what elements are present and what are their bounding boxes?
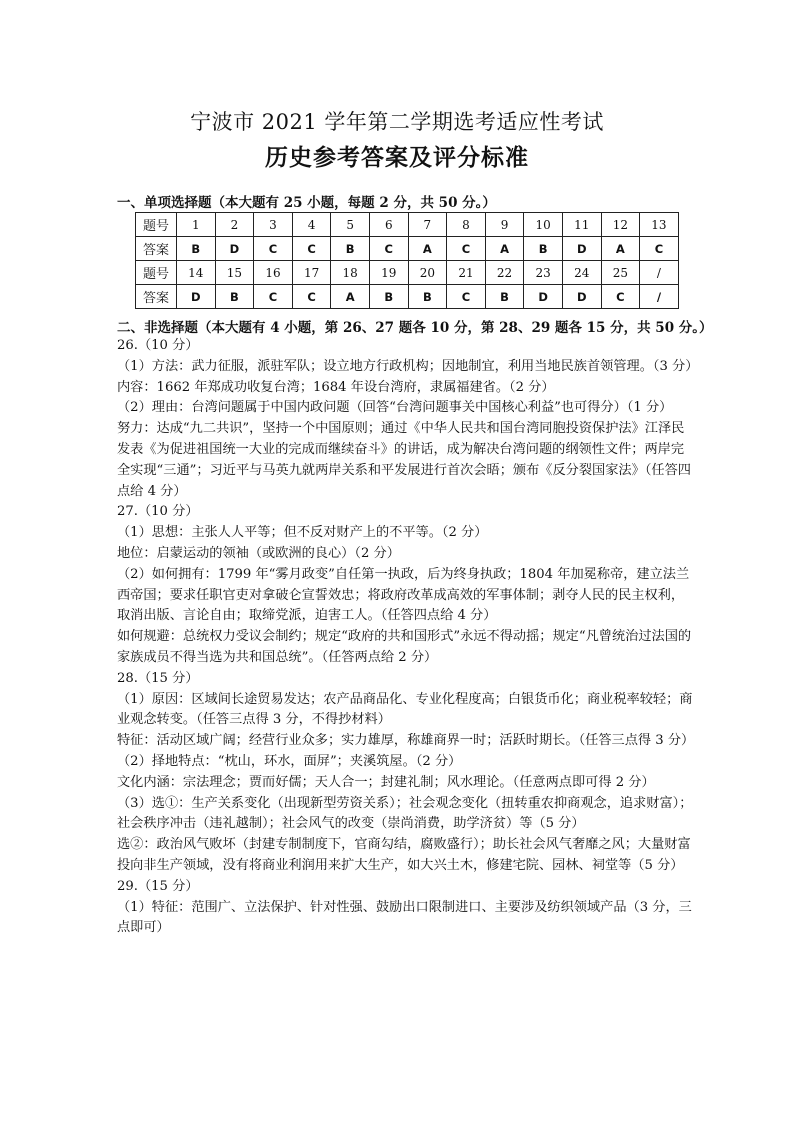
question-number: 15	[215, 261, 254, 285]
answer-paragraph: 如何规避：总统权力受议会制约；规定“政府的共和国形式”永远不得动摇；规定“凡曾统治过法国的家族成员不得当选为共和国总统”。（任答两点给 2 分）	[117, 629, 692, 665]
question-number: 24	[562, 261, 601, 285]
question-number: 4	[292, 213, 331, 237]
question-heading: 29.（15 分）	[117, 878, 199, 894]
answer-cell: C	[601, 285, 640, 309]
answer-cell: B	[485, 285, 524, 309]
question-number: 21	[447, 261, 486, 285]
question-number: 10	[524, 213, 563, 237]
question-number: 8	[447, 213, 486, 237]
table-row	[136, 237, 679, 261]
answer-paragraph: 特征：活动区域广阔；经营行业众多；实力雄厚，称雄商界一时；活跃时期长。（任答三点得 3 分）	[117, 733, 695, 749]
question-number: 13	[640, 213, 679, 237]
answer-paragraph: （1）思想：主张人人平等；但不反对财产上的不平等。（2 分）	[117, 525, 488, 541]
answer-paragraph: （2）择地特点：“枕山，环水，面屏”；夹溪筑屋。（2 分）	[117, 753, 462, 769]
answer-cell: B	[215, 285, 254, 309]
answer-paragraph: 地位：启蒙运动的领袖（或欧洲的良心）（2 分）	[117, 545, 400, 561]
answer-cell: A	[485, 237, 524, 261]
answer-cell: C	[254, 285, 293, 309]
row-label: 答案	[136, 237, 177, 261]
answer-paragraph: 选②：政治风气败坏（封建专制制度下，官商勾结，腐败盛行）；助长社会风气奢靡之风；大量财富投向非生产领域，没有将商业利润用来扩大生产，如大兴土木，修建宅院、园林、祠堂等（5 分）	[117, 837, 691, 873]
answer-paragraph: 文化内涵：宗法理念；贾而好儒；天人合一；封建礼制；风水理论。（任意两点即可得 2 分）	[117, 774, 655, 790]
answer-cell: A	[331, 285, 370, 309]
question-heading: 26.（10 分）	[117, 338, 199, 353]
answer-cell: B	[524, 237, 563, 261]
answer-paragraph: （1）特征：范围广、立法保护、针对性强、鼓励出口限制进口、主要涉及纺织领域产品（3 分，三点即可）	[117, 899, 692, 936]
question-number: 16	[254, 261, 293, 285]
answer-cell: C	[292, 285, 331, 309]
document-subtitle: 历史参考答案及评分标准	[265, 144, 529, 171]
answer-cell: D	[215, 237, 254, 261]
answer-cell: C	[369, 237, 408, 261]
question-number: 5	[331, 213, 370, 237]
answer-cell: C	[292, 237, 331, 261]
question-number: 9	[485, 213, 524, 237]
question-number: 6	[369, 213, 408, 237]
question-number: 25	[601, 261, 640, 285]
answer-cell: B	[408, 285, 447, 309]
question-number: 20	[408, 261, 447, 285]
table-row	[136, 285, 679, 309]
answer-cell: D	[524, 285, 563, 309]
row-label: 答案	[136, 285, 177, 309]
exam-title: 宁波市 2021 学年第二学期选考适应性考试	[190, 110, 604, 134]
question-number: 11	[562, 213, 601, 237]
answer-paragraph: （1）方法：武力征服，派驻军队；设立地方行政机构；因地制宜，利用当地民族首领管理。（3 分）	[117, 358, 699, 374]
answer-cell: A	[408, 237, 447, 261]
question-heading: 27.（10 分）	[117, 504, 199, 520]
answer-paragraph: 努力：达成“九二共识”，坚持一个中国原则；通过《中华人民共和国台湾同胞投资保护法》江泽民发表《为促进祖国统一大业的完成而继续奋斗》的讲话，成为解决台湾问题的纲领性文件；两岸完全实现“三通”；习近平与马英九就两岸关系和平发展进行首次会晤；颁布《反分裂国家法》（任答四点给 4 分）	[117, 421, 691, 499]
row-label: 题号	[136, 213, 177, 237]
answer-cell: D	[562, 237, 601, 261]
section-1-heading: 一、单项选择题（本大题有 25 小题，每题 2 分，共 50 分。）	[117, 195, 496, 211]
answer-cell: A	[601, 237, 640, 261]
answer-paragraph: （2）理由：台湾问题属于中国内政问题（回答“台湾问题事关中国核心利益”也可得分）（1 分）	[117, 400, 673, 416]
answer-cell: D	[177, 285, 216, 309]
answer-cell: C	[447, 237, 486, 261]
answer-cell: D	[562, 285, 601, 309]
answer-cell: /	[640, 285, 679, 309]
answer-paragraph: （3）选①：生产关系变化（出现新型劳资关系）；社会观念变化（扭转重农抑商观念，追求财富）；社会秩序冲击（违礼越制）；社会风气的改变（崇尚消费，助学济贫）等（5 分）	[117, 795, 693, 832]
answer-body	[117, 336, 697, 939]
question-number: /	[640, 261, 679, 285]
question-number: 1	[177, 213, 216, 237]
answer-cell: B	[177, 237, 216, 261]
question-number: 18	[331, 261, 370, 285]
question-heading: 28.（15 分）	[117, 670, 199, 686]
question-number: 3	[254, 213, 293, 237]
table-row	[136, 213, 679, 237]
answer-paragraph: 内容：1662 年郑成功收复台湾；1684 年设台湾府，隶属福建省。（2 分）	[117, 379, 555, 395]
question-number: 2	[215, 213, 254, 237]
question-number: 7	[408, 213, 447, 237]
row-label: 题号	[136, 261, 177, 285]
question-number: 22	[485, 261, 524, 285]
answer-cell: C	[254, 237, 293, 261]
question-number: 23	[524, 261, 563, 285]
section-2-heading: 二、非选择题（本大题有 4 小题，第 26、27 题各 10 分，第 28、29 题各 15 分，共 50 分。）	[117, 320, 713, 336]
question-number: 17	[292, 261, 331, 285]
question-number: 14	[177, 261, 216, 285]
question-number: 19	[369, 261, 408, 285]
answer-cell: C	[447, 285, 486, 309]
answer-cell: B	[369, 285, 408, 309]
table-row	[136, 261, 679, 285]
question-number: 12	[601, 213, 640, 237]
answer-table	[135, 212, 679, 309]
answer-cell: C	[640, 237, 679, 261]
answer-cell: B	[331, 237, 370, 261]
answer-paragraph: （1）原因：区域间长途贸易发达；农产品商品化、专业化程度高；白银货币化；商业税率较轻；商业观念转变。（任答三点得 3 分，不得抄材料）	[117, 691, 693, 728]
answer-paragraph: （2）如何拥有：1799 年“雾月政变”自任第一执政，后为终身执政；1804 年加冕称帝，建立法兰西帝国；要求任职官吏对拿破仑宣誓效忠；将政府改革成高效的军事体制；剥夺人民的民主权利，取消出版、言论自由；取缔党派，迫害工人。（任答四点给 4 分）	[117, 566, 690, 624]
